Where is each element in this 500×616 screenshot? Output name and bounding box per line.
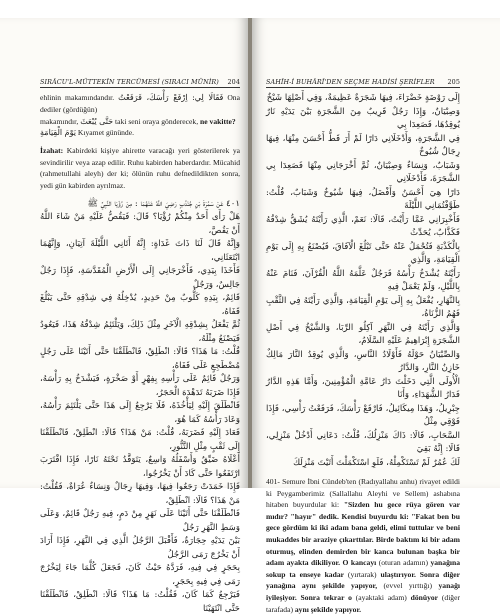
right-arabic-line: وَشَبَابٌ، وَنِسَاءٌ وَصِبْيَانٌ، ثُمَّ أَخْرَجَانِي مِنْهَا فَصَعِدَا بِي الشَّجَرَةَ، فَأَدْخَلَانِي (266, 160, 460, 184)
left-arabic-line: هَلْ رَأَى أَحَدٌ مِنْكُمْ رُؤْيَا؟ قَالَ: فَيَقُصُّ عَلَيْهِ مَنْ شَاءَ اللَّهُ أَنْ يَقُصَّ، (40, 212, 240, 236)
translation-segment: (ayaktaki adam) (351, 592, 411, 602)
izahat-paragraph (40, 145, 240, 191)
right-arabic-line: لَكَ عُمُرٌ لَمْ تَسْتَكْمِلْهُ، فَلَوِ اسْتَكْمَلْتَ أَتَيْتَ مَنْزِلَكَ (293, 457, 460, 468)
left-arabic-line: فَانْطَلَقَ إِلَيْهِ لِيَأْخُذَهُ، فَلَا يَرْجِعُ إِلَى هَذَا حَتَّى يَلْتَئِمَ رَأْسُهُ، وَعَادَ رَأْسُهُ كَمَا هُوَ، (40, 401, 240, 425)
left-arabic-line: فَانْطَلَقْنَا حَتَّى أَتَيْنَا عَلَى نَهَرٍ مِنْ دَمٍ، فِيهِ رَجُلٌ قَائِمٌ، وَعَلَى وَسَطِ النَّهَرِ رَجُلٌ (40, 509, 240, 533)
right-page-content (266, 92, 460, 615)
right-arabic-line: دَارًا هِيَ أَحْسَنُ وَأَفْضَلُ، فِيهَا شُيُوخٌ وَشَبَابٌ، قُلْتُ: طَوَّفْتُمَانِي اللَّيْلَةَ (266, 187, 460, 211)
right-running-title: SAHÎH-İ BUHÂRÎ'DEN SEÇME HADİSİ ŞERİFLER (266, 78, 435, 86)
left-arabic-line: ٤٠١ عَنْ سَمُرَةَ بْنِ جُنْدُبٍ رَضِيَ اللَّهُ عَنْهُمَا : مِنْ رُؤْيَا النَّبِيِّ ﷺ (87, 198, 240, 209)
left-page (0, 18, 248, 614)
hadith-401-translation (266, 476, 460, 615)
left-arabic-line: وَرَجُلٌ قَائِمٌ عَلَى رَأْسِهِ بِفِهْرٍ أَوْ صَخْرَةٍ، فَيَشْدَخُ بِهِ رَأْسَهُ، فَإِذَا ضَرَبَهُ تَدَهْدَهَ الْحَجَرُ، (40, 374, 240, 398)
translation-segment: (oturan adamın) (376, 558, 431, 568)
translation-segment: (diğer tarafada) (266, 592, 460, 614)
left-arabic-line: فَإِذَا خَمَدَتْ رَجَعُوا فِيهَا، وَفِيهَا رِجَالٌ وَنِسَاءٌ عُرَاةٌ، فَقُلْتُ: مَنْ هَذَا؟ قَالَا: انْطَلِقْ، (40, 482, 240, 506)
left-para1-line2 (40, 116, 240, 128)
left-arabic-line: فَأَخَذَا بِيَدِي، فَأَخْرَجَانِي إِلَى الْأَرْضِ الْمُقَدَّسَةِ، فَإِذَا رَجُلٌ جَالِسٌ، وَرَجُلٌ (40, 266, 240, 290)
translation-bold-segment: dönüyor (410, 592, 439, 602)
open-book (0, 18, 500, 614)
left-arabic-line: بِحَجَرٍ فِي فِيهِ، فَرَدَّهُ حَيْثُ كَانَ، فَجَعَلَ كُلَّمَا جَاءَ لِيَخْرُجَ رَمَى فِي فِيهِ بِحَجَرٍ، (40, 563, 240, 587)
left-arabic-line: فَعَادَ إِلَيْهِ فَضَرَبَهُ، قُلْتُ: مَنْ هَذَا؟ قَالَا: انْطَلِقْ، فَانْطَلَقْنَا إِلَى ثَقْبٍ مِثْلِ التَّنُّورِ، (40, 428, 240, 452)
left-arabic-hadith (40, 198, 240, 616)
text-tr: taki seni oraya gönderecek, (115, 116, 199, 126)
left-arabic-line: وَإِنَّهُ قَالَ لَنَا ذَاتَ غَدَاةٍ: إِنَّهُ أَتَانِي اللَّيْلَةَ آتِيَانِ، وَإِنَّهُمَا ابْتَعَثَانِي، (40, 239, 240, 263)
left-para1-line1 (40, 92, 240, 116)
right-arabic-line: فِي الشَّجَرَةِ، وَأَدْخَلَانِي دَارًا لَمْ أَرَ قَطُّ أَحْسَنَ مِنْهَا، فِيهَا رِجَالٌ شُيُوخٌ (266, 133, 460, 157)
left-arabic-line: فَيَرْجِعُ كَمَا كَانَ، فَقُلْتُ: مَا هَذَا؟ قَالَا: انْطَلِقْ، فَانْطَلَقْنَا حَتَّى انْتَهَيْنَا (40, 590, 240, 614)
translation-segment: (evvel yırttığı) (377, 581, 439, 591)
text-tr: makamındır, (40, 116, 79, 126)
left-arabic-line: بَيْنَ يَدَيْهِ حِجَارَةٌ، فَأَقْبَلَ الرَّجُلُ الَّذِي فِي النَّهَرِ، فَإِذَا أَرَادَ أَنْ يَخْرُجَ رَمَى الرَّجُلُ (40, 536, 240, 560)
izahat-label: İzahat: (40, 146, 64, 156)
right-arabic-line: الْأُولَى الَّتِي دَخَلْتَ دَارُ عَامَّةِ الْمُؤْمِنِينَ، وَأَمَّا هَذِهِ الدَّارُ فَدَارُ الشُّهَدَاءِ، وَأَنَا (266, 376, 460, 400)
text-ar: فَقَالَا لِي: اِرْفَعْ رَأْسَكَ، فَرَفَعْتُ (118, 93, 224, 102)
right-page-number: 205 (447, 78, 460, 86)
left-arabic-line: أَعْلَاهُ ضَيِّقٌ وَأَسْفَلُهُ وَاسِعٌ، يَتَوَقَّدُ تَحْتَهُ نَارًا، فَإِذَا اقْتَرَبَ ارْتَفَعُوا حَتَّى كَادَ أَنْ يَخْرُجُوا، (40, 455, 240, 479)
right-arabic-line: رَأَيْتَهُ يُشْدَخُ رَأْسُهُ فَرَجُلٌ عَلَّمَهُ اللَّهُ الْقُرْآنَ، فَنَامَ عَنْهُ بِاللَّيْلِ، وَلَمْ يَعْمَلْ فِيهِ (266, 268, 460, 292)
left-arabic-line: قَائِمٌ، بِيَدِهِ كَلُّوبٌ مِنْ حَدِيدٍ، يُدْخِلُهُ فِي شِدْقِهِ حَتَّى يَبْلُغَ قَفَاهُ، (40, 293, 240, 317)
left-running-title: SIRÂCU'L-MÜTTEKÎN TERCÜMESİ (SIRACI MÜNİR) (40, 78, 219, 86)
right-arabic-line: بِالْكَذْبَةِ فَتُحْمَلُ عَنْهُ حَتَّى تَبْلُغَ الْآفَاقَ، فَيُصْنَعُ بِهِ إِلَى يَوْمِ الْقِيَامَةِ، وَالَّذِي (266, 241, 460, 265)
left-arabic-line: ثُمَّ يَفْعَلُ بِشِدْقِهِ الْآخَرِ مِثْلَ ذَلِكَ، وَيَلْتَئِمُ شِدْقُهُ هَذَا، فَيَعُودُ فَيَصْنَعُ مِثْلَهُ، (40, 320, 240, 344)
right-arabic-line: وَالصِّبْيَانُ حَوْلَهُ فَأَوْلَادُ النَّاسِ، وَالَّذِي يُوقِدُ النَّارَ مَالِكٌ خَازِنُ النَّارِ، وَالدَّارُ (266, 349, 460, 373)
right-arabic-line: إِلَى رَوْضَةٍ خَضْرَاءَ، فِيهَا شَجَرَةٌ عَظِيمَةٌ، وَفِي أَصْلِهَا شَيْخٌ (266, 93, 460, 103)
right-arabic-line: جِبْرِيلُ، وَهَذَا مِيكَائِيلُ، فَارْفَعْ رَأْسَكَ، فَرَفَعْتُ رَأْسِي، فَإِذَا فَوْقِي مِثْلُ (266, 403, 460, 427)
right-arabic-hadith (266, 92, 460, 470)
left-arabic-line: قُلْتُ: مَا هَذَا؟ قَالَا: انْطَلِقْ، فَانْطَلَقْنَا حَتَّى أَتَيْنَا عَلَى رَجُلٍ مُضْطَجِعٍ عَلَى قَفَاهُ، (40, 347, 240, 371)
right-arabic-line: فَأَخْبِرَانِي عَمَّا رَأَيْتُ، قَالَا: نَعَمْ، الَّذِي رَأَيْتَهُ يُشَقُّ شِدْقُهُ فَكَذَّابٌ، يُحَدِّثُ (266, 214, 460, 238)
izahat-text: Kabirdeki kişiye ahirette varacağı yeri gösterilerek ya sevindirilir veya azap edilir. Ruhu kabirden haberdardır. Mücahid (rahmetullahi aleyh) der ki; ölünün ruhu defnedildikten sonra, yedi gün kabirden ayrılmaz. (40, 146, 240, 190)
right-page-header (266, 78, 460, 88)
text-ar: حَتَّى يُبْعَثَ (80, 116, 114, 126)
right-arabic-line: بِالنَّهَارِ، يُفْعَلُ بِهِ إِلَى يَوْمِ الْقِيَامَةِ، وَالَّذِي رَأَيْتَهُ فِي الثَّقْبِ فَهُمُ الزُّنَاةُ، (266, 295, 460, 319)
right-page (252, 18, 500, 614)
translation-bold-segment: ulaştırıyor. Sonra diğer yanağına aynı şekilde yapıyor, (266, 569, 460, 591)
text-ar: يَوْمَ الْقِيَامَةِ (40, 128, 76, 138)
translation-segment: (yırtarak) (344, 569, 381, 579)
right-arabic-line: السَّحَابِ، قَالَا: ذَاكَ مَنْزِلُكَ، قُلْتُ: دَعَانِي أَدْخُلْ مَنْزِلِي، قَالَا: إِنَّهُ بَقِيَ (266, 430, 460, 454)
left-page-header (40, 78, 240, 88)
translation-bold-segment: yanağına sokup ta enseye kadar (266, 558, 460, 579)
right-arabic-line: وَالَّذِي رَأَيْتَهُ فِي النَّهَرِ آكِلُو الرِّبَا، وَالشَّيْخُ فِي أَصْلِ الشَّجَرَةِ إِبْرَاهِيمُ عَلَيْهِ السَّلَامُ، (266, 322, 460, 346)
translation-bold-segment: "Sizden hu gece rüya gören var mıdır? "hayır" dedik. Kendisi buyurdu ki: "Fakat ben bu gece gördüm ki iki adam bana geldi, elimi tuttular ve beni mukaddes bir araziye çıkarttılar. Birde baktım ki bir adam oturmuş, elinden demirden bir kanca bulunan başka bir adam ayakta dikiliyor. O kancayı (266, 500, 461, 568)
text-bold: ne vakitte? (200, 116, 236, 126)
left-page-content (40, 92, 240, 616)
right-arabic-line: وَصِبْيَانٌ، وَإِذَا رَجُلٌ قَرِيبٌ مِنَ الشَّجَرَةِ بَيْنَ يَدَيْهِ نَارٌ يُوقِدُهَا، فَصَعِدَا بِي (266, 106, 460, 130)
left-page-number: 204 (227, 78, 240, 86)
text-tr: Ona dediler (gördüğün) (40, 93, 240, 114)
text-tr: ehlinin makamındandır. (40, 93, 115, 102)
text-tr: Kıyamet gününde. (77, 128, 135, 138)
left-para1-line3 (40, 127, 240, 139)
translation-segment: 401- Semure İbni Cündeb'ten (Radıyallahu anhu) rivayet edildi ki Peygamberimiz (Sallallahu Aleyhi ve Sellem) ashabına hitaben buyurdular ki: (266, 477, 460, 510)
translation-bold-segment: yanağı iyileşiyor. Sonra tekrar o (266, 581, 460, 602)
translation-bold-segment: aynı şekilde yapıyor. (294, 604, 362, 614)
